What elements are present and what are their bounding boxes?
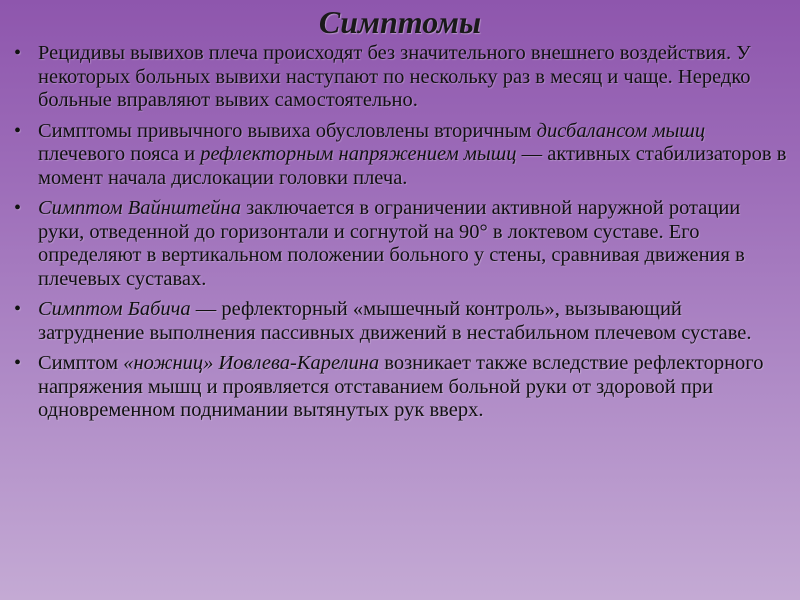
item-text: Симптом <box>38 352 124 374</box>
item-text: Симптомы привычного вывиха обусловлены вторичным <box>38 119 537 142</box>
bullet-icon: • <box>14 42 22 64</box>
bullet-icon: • <box>14 352 22 374</box>
item-text: возникает также вследствие рефлекторного напряжения мышц и проявляется отставанием больной руки от здоровой при одновременном поднимании вытянутых рук вверх. <box>38 352 764 421</box>
list-item <box>14 120 790 191</box>
list-item <box>14 42 790 113</box>
item-text: Рецидивы вывихов плеча происходят без значительного внешнего воздействия. У некоторых больных вывихи наступают по нескольку раз в месяц и чаще. Нередко больные вправляют вывих самостоятельно. <box>38 42 751 111</box>
item-text: заключается в ограничении активной наружной ротации руки, отведенной до горизонтали и согнутой на 90° в локтевом суставе. Его определяют в вертикальном положении больного у стены, сравнивая движения в плечевых суставах. <box>38 197 745 290</box>
bullet-icon: • <box>14 197 22 219</box>
slide-title: Симптомы <box>318 4 482 40</box>
item-term: дисбалансом мышц <box>536 119 706 142</box>
item-term: рефлекторным напряжением мышц <box>200 143 517 165</box>
symptom-list <box>14 42 790 430</box>
item-text: плечевого пояса и <box>38 143 201 165</box>
item-term: «ножниц» Иовлева-Карелина <box>123 352 380 374</box>
list-item <box>14 298 790 345</box>
item-term: Симптом Вайнштейна <box>38 197 241 219</box>
bullet-icon: • <box>14 119 22 142</box>
item-text: — активных стабилизаторов в момент начала дислокации головки плеча. <box>38 143 787 189</box>
bullet-icon: • <box>14 298 22 320</box>
item-term: Симптом Бабича <box>38 298 191 320</box>
list-item <box>14 197 790 291</box>
item-text: — рефлекторный «мышечный контроль», вызывающий затруднение выполнения пассивных движений в нестабильном плечевом суставе. <box>38 298 752 344</box>
list-item <box>14 352 790 423</box>
